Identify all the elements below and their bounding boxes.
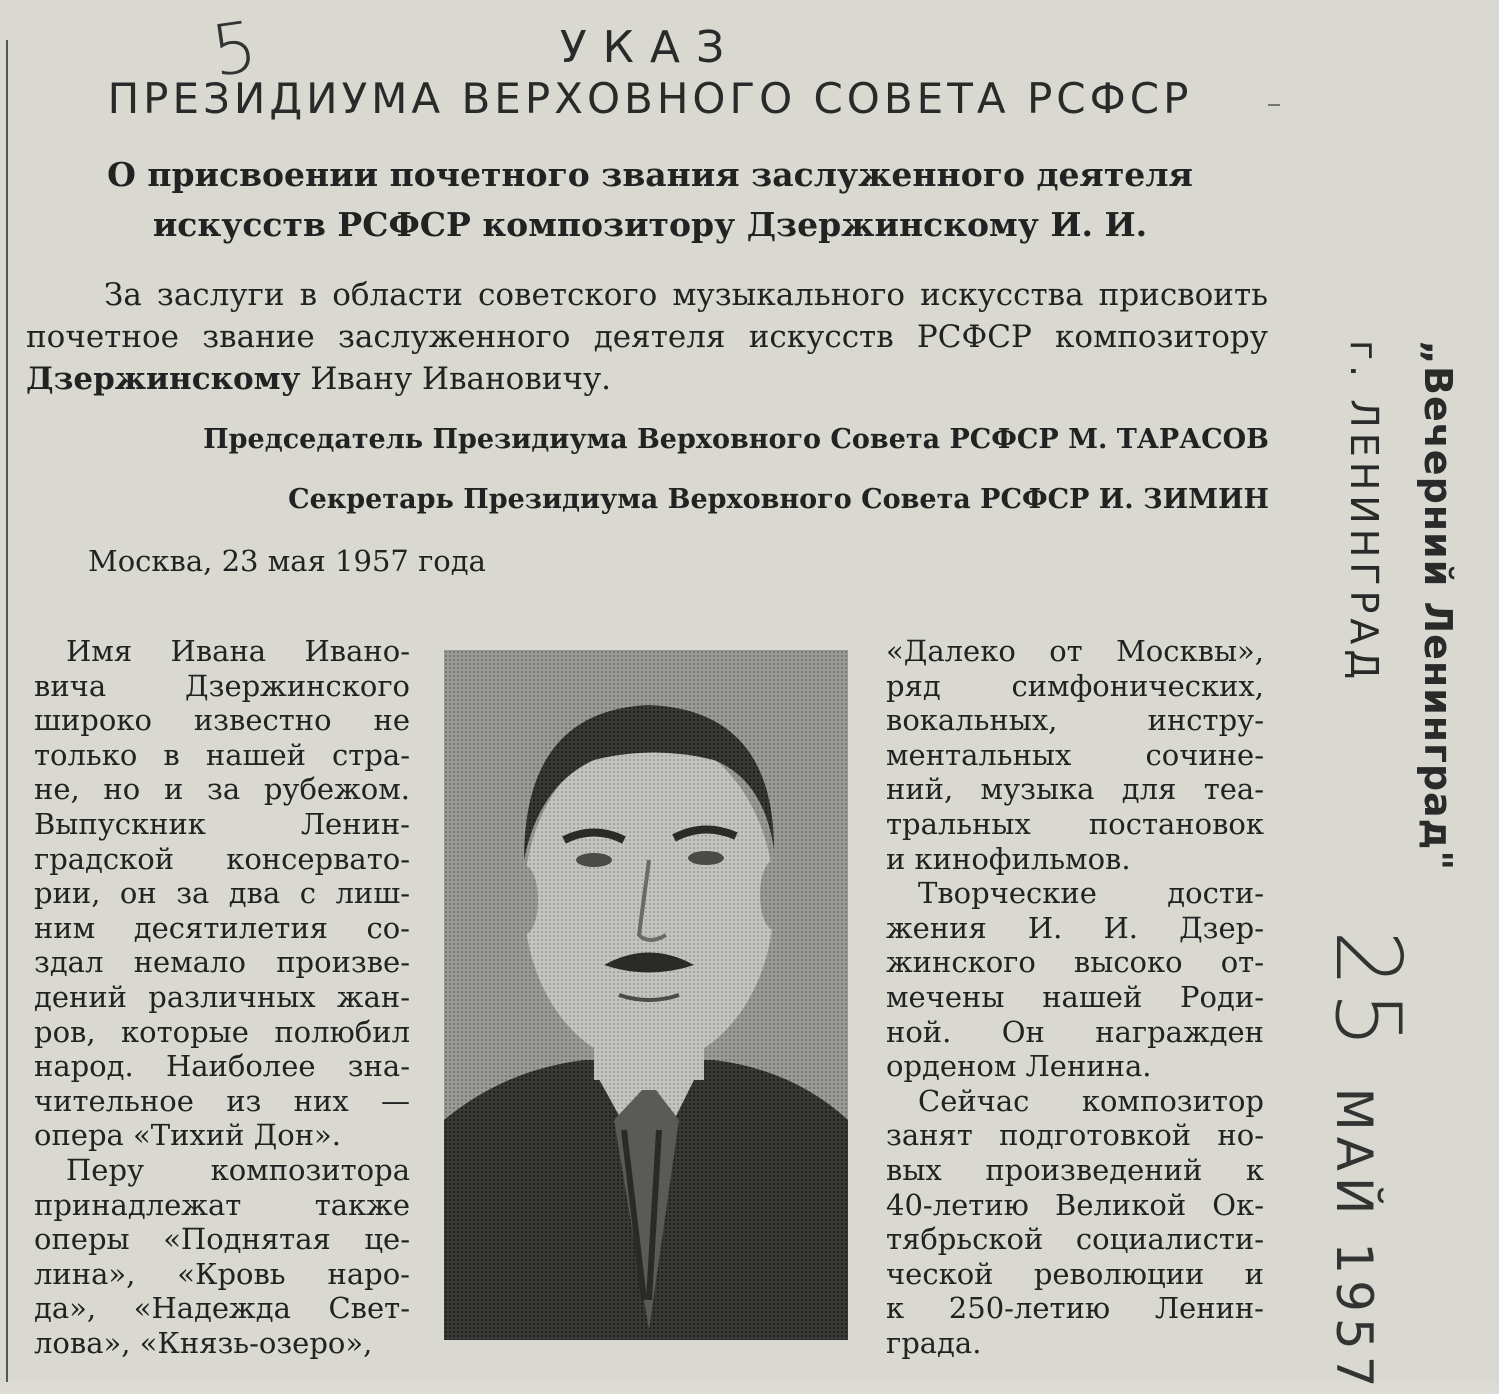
article-line: Творческие дости- (918, 876, 1264, 911)
decree-title: УКАЗ (559, 22, 741, 73)
date-stamp (1310, 930, 1440, 1394)
article-line: жинского высоко от- (886, 945, 1264, 980)
article-line: народ. Наиболее зна- (34, 1049, 410, 1084)
article-line: чительное из них — (34, 1083, 410, 1118)
article-line: опера «Тихий Дон». (34, 1118, 341, 1153)
article-line: мечены нашей Роди- (886, 979, 1264, 1014)
subtitle-line-1: О присвоении почетного звания заслуженного деятеля (107, 155, 1193, 194)
article-line: Сейчас композитор (918, 1083, 1264, 1118)
chairman-signature: Председатель Президиума Верховного Совета РСФСР М. ТАРАСОВ (203, 424, 1269, 455)
article-line: да», «Надежда Свет- (34, 1291, 410, 1326)
article-column-left (34, 634, 410, 1360)
article-line: ряд симфонических, (886, 668, 1264, 703)
article-column-right (886, 634, 1264, 1360)
date-stamp-month-year: МАЙ 1957 (1325, 1087, 1383, 1394)
place-and-date: Москва, 23 мая 1957 года (88, 544, 486, 578)
newspaper-source-stamp (1320, 320, 1480, 872)
article-line: и кинофильмов. (886, 841, 1131, 876)
article-line: принадлежат также (34, 1187, 410, 1222)
decree-text-part-2: Ивану Ивановичу. (310, 361, 612, 397)
subtitle-line-2: искусств РСФСР композитору Дзержинскому И. И. (152, 205, 1148, 244)
article-line: дений различных жан- (34, 979, 410, 1014)
article-line: лина», «Кровь наро- (34, 1256, 410, 1291)
handwritten-number: 5 (206, 5, 263, 93)
article-line: ментальных сочине- (886, 737, 1264, 772)
composer-portrait (444, 650, 848, 1340)
decree-issuer: ПРЕЗИДИУМА ВЕРХОВНОГО СОВЕТА РСФСР (107, 74, 1193, 123)
newspaper-city: г. ЛЕНИНГРАД (1342, 340, 1386, 685)
article-line: ров, которые полюбил (34, 1014, 410, 1049)
article-line: града. (886, 1325, 982, 1360)
article-line: тябрьской социалисти- (886, 1222, 1264, 1257)
article-line: ним десятилетия со- (34, 910, 410, 945)
article-line: вокальных, инстру- (886, 703, 1264, 738)
article-line: Перу композитора (66, 1152, 410, 1187)
article-line: здал немало произве- (34, 945, 410, 980)
article-line: Выпускник Ленин- (34, 806, 410, 841)
article-line: вых произведений к (886, 1152, 1264, 1187)
article-line: жения И. И. Дзер- (886, 910, 1264, 945)
article-line: градской консервато- (34, 841, 410, 876)
article-line: ной. Он награжден (886, 1014, 1264, 1049)
article-line: Имя Ивана Ивано- (66, 634, 410, 668)
article-line: к 250-летию Ленин- (886, 1291, 1264, 1326)
article-line: ческой революции и (886, 1256, 1264, 1291)
decree-subtitle (0, 150, 1300, 250)
newspaper-name: „Вечерний Ленинград" (1416, 340, 1460, 872)
article-line: ний, музыка для теа- (886, 772, 1264, 807)
decree-text-part-1: За заслуги в области советского музыкального искусства присвоить почетное звание заслуженного деятеля искусств РСФСР композитору (26, 277, 1268, 355)
decree-body (26, 274, 1268, 400)
article-line: «Далеко от Москвы», (886, 634, 1264, 668)
secretary-signature: Секретарь Президиума Верховного Совета РСФСР И. ЗИМИН (288, 484, 1269, 515)
portrait-photo-image (444, 650, 848, 1340)
article-line: занят подготовкой но- (886, 1118, 1264, 1153)
article-line: не, но и за рубежом. (34, 772, 410, 807)
decree-honoree-surname: Дзержинскому (26, 361, 301, 397)
article-line: рии, он за два с лиш- (34, 876, 410, 911)
article-line: только в нашей стра- (34, 737, 410, 772)
article-line: 40-летию Великой Ок- (886, 1187, 1264, 1222)
article-line: орденом Ленина. (886, 1049, 1152, 1084)
article-line: широко известно не (34, 703, 410, 738)
article-line: оперы «Поднятая це- (34, 1222, 410, 1257)
article-line: тральных постановок (886, 806, 1264, 841)
article-line: лова», «Князь-озеро», (34, 1325, 373, 1360)
date-stamp-day: 25 (1315, 930, 1420, 1053)
article-line: вича Дзержинского (34, 668, 410, 703)
